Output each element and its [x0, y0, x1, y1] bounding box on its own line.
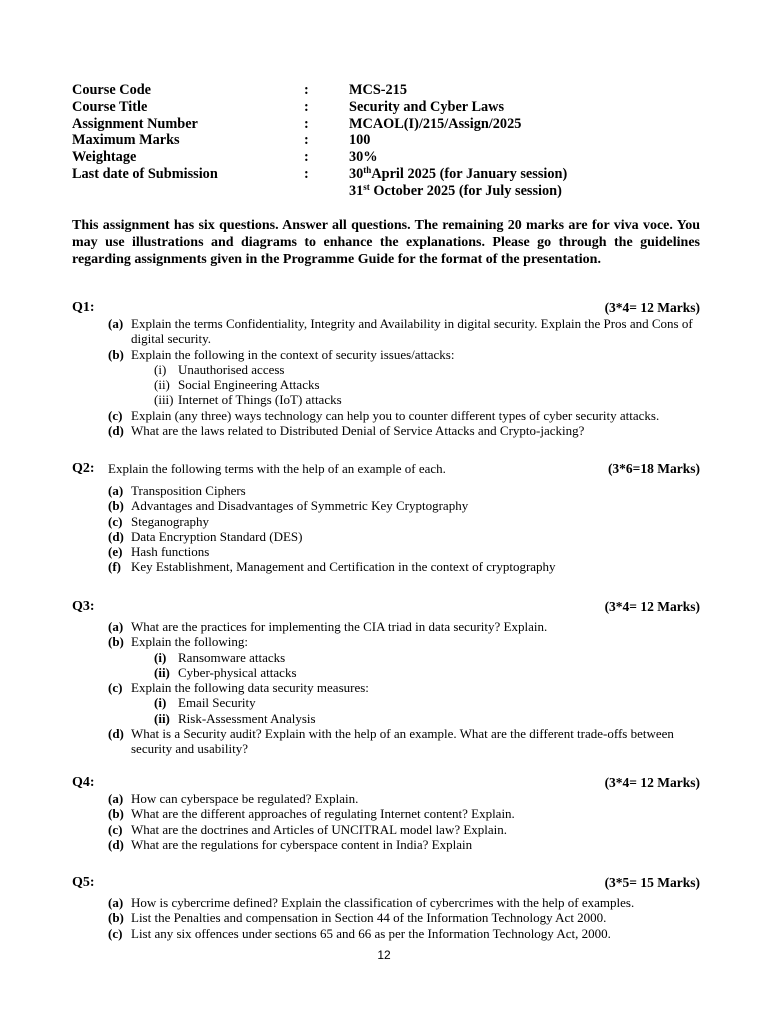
item-text: Data Encryption Standard (DES) — [131, 528, 303, 544]
submission-date-january — [349, 166, 712, 183]
question-header — [72, 460, 700, 477]
question-item — [108, 316, 700, 347]
date-rest: October 2025 (for July session) — [369, 182, 562, 199]
submission-date-row — [72, 166, 712, 183]
item-label: (d) — [108, 528, 124, 544]
question-marks: (3*4= 12 Marks) — [604, 775, 700, 790]
question-header — [72, 874, 700, 891]
question-item — [108, 837, 700, 852]
sub-item-text: Email Security — [178, 695, 256, 711]
header-colon: : — [304, 82, 309, 98]
header-row — [72, 132, 712, 149]
question-item — [108, 483, 700, 498]
sub-item — [108, 711, 700, 726]
item-label: (c) — [108, 513, 123, 529]
item-text: How is cybercrime defined? Explain the classification of cybercrimes with the help of examples. — [131, 895, 635, 910]
question-item — [108, 544, 700, 559]
item-label: (a) — [108, 483, 124, 498]
item-label: (b) — [108, 806, 124, 822]
question-item — [108, 347, 700, 362]
item-text: Explain the following in the context of security issues/attacks: — [131, 346, 455, 362]
question-item — [108, 498, 700, 513]
sub-item — [108, 665, 700, 680]
sub-item — [108, 377, 700, 392]
sub-item — [108, 650, 700, 665]
item-label: (f) — [108, 559, 121, 575]
question-number: Q5: — [72, 875, 95, 890]
question-item — [108, 680, 700, 695]
question-item — [108, 559, 700, 574]
question-block-q3 — [72, 598, 700, 757]
page-number: 12 — [377, 948, 391, 962]
item-text: What are the practices for implementing the CIA triad in data security? Explain. — [131, 619, 548, 634]
date-ordinal: th — [363, 164, 372, 175]
header-colon: : — [304, 149, 309, 166]
question-item — [108, 529, 700, 544]
sub-item-label: (i) — [154, 649, 167, 665]
question-item — [108, 822, 700, 837]
item-label: (a) — [108, 316, 124, 331]
item-text: List the Penalties and compensation in Section 44 of the Information Technology Act 2000. — [131, 910, 607, 926]
sub-item-label: (ii) — [154, 377, 170, 393]
question-items — [108, 316, 700, 438]
question-item — [108, 726, 700, 757]
question-header — [72, 299, 700, 316]
item-text: Transposition Ciphers — [131, 483, 246, 498]
item-text: What are the different approaches of regulating Internet content? Explain. — [131, 806, 515, 822]
header-label: Maximum Marks — [72, 132, 180, 149]
sub-item-label: (i) — [154, 695, 167, 711]
item-label: (c) — [108, 925, 123, 941]
header-colon: : — [304, 98, 309, 115]
item-label: (a) — [108, 791, 124, 806]
submission-date-july — [349, 183, 712, 200]
item-label: (c) — [108, 821, 123, 837]
item-text: Hash functions — [131, 544, 210, 560]
question-item — [108, 895, 700, 910]
item-text: Key Establishment, Management and Certification in the context of cryptography — [131, 559, 556, 575]
item-label: (b) — [108, 910, 124, 926]
course-details-header — [72, 82, 712, 200]
question-block-q4 — [72, 774, 700, 852]
question-item — [108, 514, 700, 529]
question-block-q2 — [72, 460, 700, 575]
question-item — [108, 910, 700, 925]
item-label: (e) — [108, 544, 123, 560]
header-colon: : — [304, 115, 309, 132]
item-text: What is a Security audit? Explain with the help of an example. What are the different trade-offs between security and usability? — [131, 726, 674, 757]
header-value: Security and Cyber Laws — [349, 98, 505, 115]
question-header — [72, 598, 700, 615]
item-label: (a) — [108, 619, 124, 634]
question-marks: (3*4= 12 Marks) — [604, 599, 700, 614]
question-items — [108, 895, 700, 941]
date-day: 31 — [349, 182, 364, 199]
item-label: (d) — [108, 726, 124, 742]
item-label: (a) — [108, 895, 124, 910]
header-row — [72, 116, 712, 133]
item-label: (b) — [108, 634, 124, 650]
item-text: Explain the following data security measures: — [131, 680, 369, 696]
sub-item-label: (iii) — [154, 392, 174, 408]
sub-item-label: (i) — [154, 361, 167, 377]
date-day: 30 — [349, 165, 364, 182]
sub-item-text: Risk-Assessment Analysis — [178, 710, 316, 726]
header-label: Assignment Number — [72, 115, 198, 132]
sub-item — [108, 392, 700, 407]
sub-item-text: Ransomware attacks — [178, 649, 286, 665]
question-items — [108, 619, 700, 757]
header-label: Last date of Submission — [72, 165, 218, 182]
submission-date-row — [72, 183, 712, 200]
question-item — [108, 926, 700, 941]
header-value: MCAOL(I)/215/Assign/2025 — [349, 115, 522, 132]
item-label: (c) — [108, 680, 123, 696]
header-row — [72, 82, 712, 99]
item-label: (d) — [108, 423, 124, 439]
sub-item-text: Social Engineering Attacks — [178, 377, 320, 393]
header-label: Course Title — [72, 98, 148, 115]
question-item — [108, 408, 700, 423]
date-rest: April 2025 (for January session) — [371, 165, 568, 182]
sub-item — [108, 362, 700, 377]
item-text: Explain the terms Confidentiality, Integrity and Availability in digital security. Explain the Pros and Cons of digital security. — [131, 316, 693, 347]
header-label: Course Code — [72, 82, 152, 98]
question-item — [108, 619, 700, 634]
question-item — [108, 634, 700, 649]
question-items — [108, 791, 700, 852]
question-item — [108, 806, 700, 821]
item-text: What are the laws related to Distributed Denial of Service Attacks and Crypto-jacking? — [131, 423, 585, 439]
date-ordinal: st — [363, 181, 370, 192]
sub-item-text: Cyber-physical attacks — [178, 664, 297, 680]
sub-item — [108, 695, 700, 710]
item-label: (b) — [108, 346, 124, 362]
item-text: How can cyberspace be regulated? Explain. — [131, 791, 359, 806]
header-row — [72, 149, 712, 166]
sub-item-text: Unauthorised access — [178, 361, 285, 377]
item-text: Explain the following: — [131, 634, 248, 650]
item-text: What are the doctrines and Articles of UNCITRAL model law? Explain. — [131, 821, 508, 837]
question-marks: (3*5= 15 Marks) — [604, 875, 700, 890]
header-value: 100 — [349, 132, 371, 149]
question-text: Explain the following terms with the help of an example of each. — [108, 461, 446, 476]
question-item — [108, 423, 700, 438]
item-text: Advantages and Disadvantages of Symmetric Key Cryptography — [131, 498, 469, 514]
header-value: 30% — [349, 149, 378, 166]
item-label: (c) — [108, 407, 123, 423]
item-label: (b) — [108, 498, 124, 514]
question-items — [108, 483, 700, 575]
item-label: (d) — [108, 836, 124, 852]
question-marks: (3*6=18 Marks) — [607, 461, 700, 476]
question-item — [108, 791, 700, 806]
sub-item-text: Internet of Things (IoT) attacks — [178, 392, 342, 408]
header-row — [72, 99, 712, 116]
question-header — [72, 774, 700, 791]
question-marks: (3*4= 12 Marks) — [604, 300, 700, 315]
header-label: Weightage — [72, 149, 137, 166]
item-text: List any six offences under sections 65 and 66 as per the Information Technology Act, 2000. — [131, 925, 611, 941]
question-number: Q1: — [72, 300, 95, 315]
sub-item-label: (ii) — [154, 664, 170, 680]
question-block-q5 — [72, 874, 700, 941]
header-value: MCS-215 — [349, 82, 407, 98]
question-number: Q3: — [72, 599, 95, 614]
instructions-paragraph: This assignment has six questions. Answer all questions. The remaining 20 marks are for viva voce. You may use illustrations and diagrams to enhance the explanations. Please go through the guidelines regarding assignments given in the Programme Guide for the format of the presentation. — [72, 218, 700, 267]
item-text: Steganography — [131, 513, 209, 529]
header-colon: : — [304, 165, 309, 182]
header-colon: : — [304, 132, 309, 149]
item-text: What are the regulations for cyberspace content in India? Explain — [131, 836, 473, 852]
question-block-q1 — [72, 299, 700, 438]
question-number: Q2: — [72, 461, 95, 476]
item-text: Explain (any three) ways technology can help you to counter different types of cyber security attacks. — [131, 407, 660, 423]
sub-item-label: (ii) — [154, 710, 170, 726]
question-number: Q4: — [72, 775, 95, 790]
